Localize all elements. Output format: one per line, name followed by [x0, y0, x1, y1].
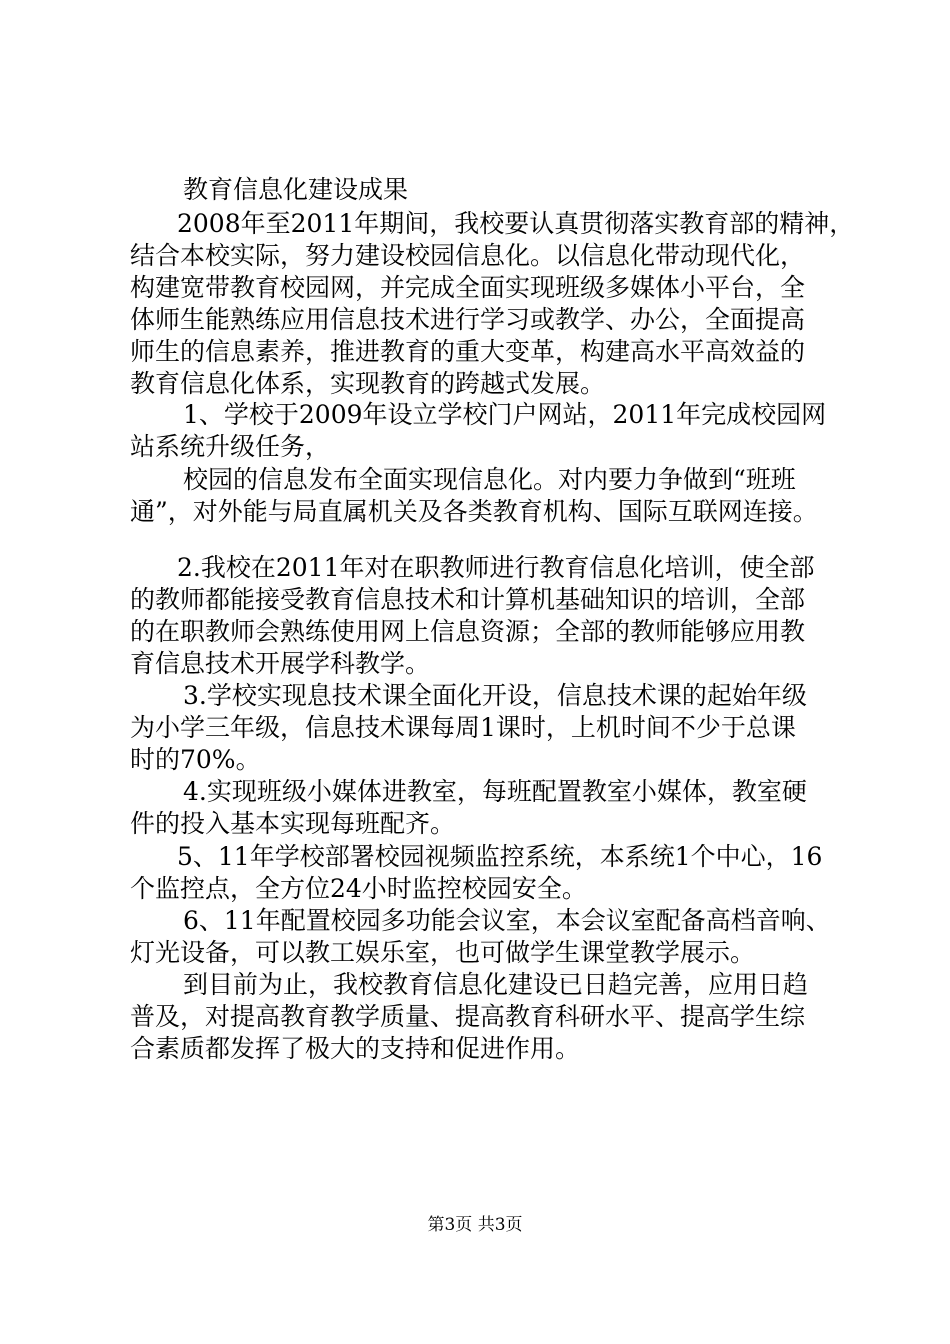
text-line: 灯光设备，可以教工娱乐室，也可做学生课堂教学展示。 [130, 938, 756, 967]
text-line: 件的投入基本实现每班配齐。 [130, 809, 456, 838]
text-line: 5、11年学校部署校园视频监控系统，本系统1个中心，16 [177, 842, 823, 871]
text-line: 校园的信息发布全面实现信息化。对内要力争做到“班班 [183, 465, 796, 494]
text-line: 体师生能熟练应用信息技术进行学习或教学、办公，全面提高 [130, 305, 806, 334]
text-line: 3.学校实现息技术课全面化开设，信息技术课的起始年级 [183, 681, 807, 710]
page-footer: 第3页 共3页 [427, 1215, 523, 1235]
text-line: 4.实现班级小媒体进教室，每班配置教室小媒体，教室硬 [183, 777, 807, 806]
text-line: 6、11年配置校园多功能会议室，本会议室配备高档音响、 [183, 906, 831, 935]
text-line: 通”，对外能与局直属机关及各类教育机构、国际互联网连接。 [130, 497, 818, 526]
document-title: 教育信息化建设成果 [183, 175, 409, 204]
text-line: 结合本校实际，努力建设校园信息化。以信息化带动现代化， [130, 241, 806, 270]
text-line: 合素质都发挥了极大的支持和促进作用。 [130, 1034, 581, 1063]
text-line: 为小学三年级，信息技术课每周1课时，上机时间不少于总课 [130, 713, 796, 742]
text-line: 的教师都能接受教育信息技术和计算机基础知识的培训，全部 [130, 585, 806, 614]
text-line: 构建宽带教育校园网，并完成全面实现班级多媒体小平台，全 [130, 273, 806, 302]
text-line: 的在职教师会熟练使用网上信息资源；全部的教师能够应用教 [130, 617, 806, 646]
text-line: 普及，对提高教育教学质量、提高教育科研水平、提高学生综 [130, 1002, 806, 1031]
text-line: 站系统升级任务， [130, 432, 331, 461]
text-line: 个监控点，全方位24小时监控校园安全。 [130, 874, 587, 903]
text-line: 教育信息化体系，实现教育的跨越式发展。 [130, 369, 606, 398]
text-line: 师生的信息素养，推进教育的重大变革，构建高水平高效益的 [130, 337, 806, 366]
text-line: 2.我校在2011年对在职教师进行教育信息化培训，使全部 [177, 553, 815, 582]
text-line: 1、学校于2009年设立学校门户网站，2011年完成校园网 [183, 400, 827, 429]
text-line: 到目前为止，我校教育信息化建设已日趋完善，应用日趋 [183, 970, 809, 999]
text-line: 时的70%。 [130, 745, 261, 774]
text-line: 育信息技术开展学科教学。 [130, 649, 431, 678]
text-line: 2008年至2011年期间，我校要认真贯彻落实教育部的精神， [177, 209, 855, 238]
